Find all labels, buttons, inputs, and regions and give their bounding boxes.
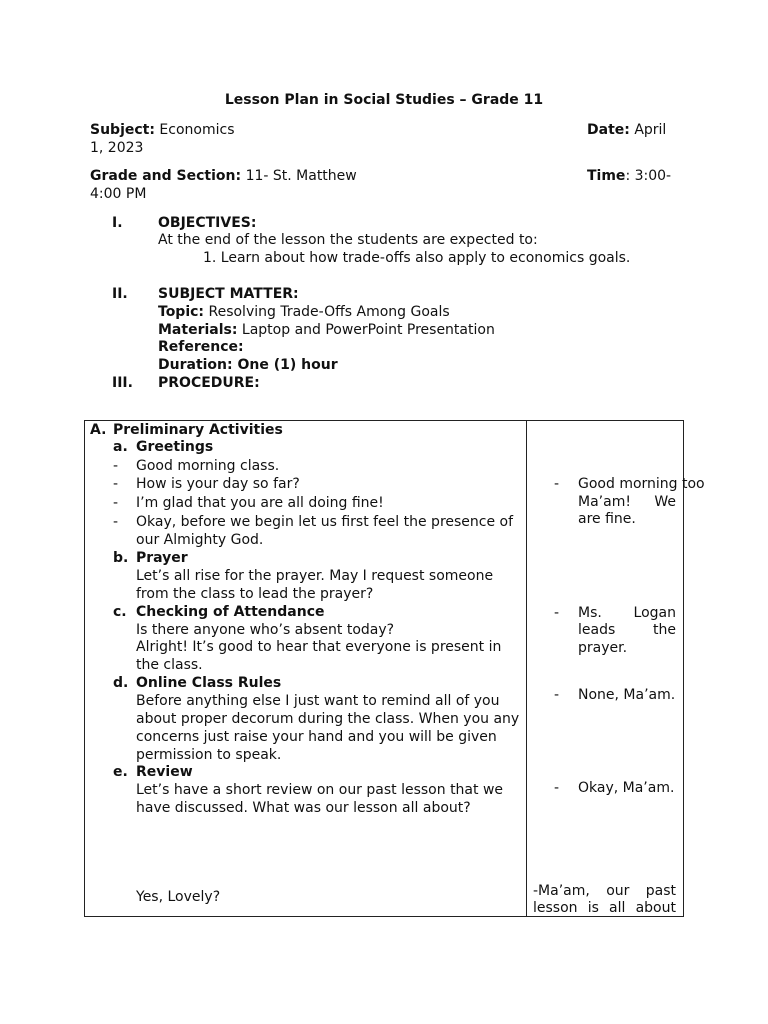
prayer-label: b. xyxy=(113,550,129,566)
attendance-line: the class. xyxy=(136,657,203,673)
review-line: have discussed. What was our lesson all about? xyxy=(136,800,471,816)
bullet-dash: - xyxy=(113,476,119,492)
attendance-label: c. xyxy=(113,604,127,620)
bullet-dash: - xyxy=(554,687,560,703)
attendance-line: Alright! It’s good to hear that everyone is present in xyxy=(136,639,502,655)
date-label: Date: xyxy=(587,122,630,138)
response-line: Good morning too xyxy=(578,476,705,492)
procedure-numeral: III. xyxy=(112,375,133,391)
response-line: None, Ma’am. xyxy=(578,687,676,703)
grade-line xyxy=(90,167,357,185)
grade-label: Grade and Section: xyxy=(90,168,242,184)
time-value-continued: 4:00 PM xyxy=(90,186,147,202)
objectives-intro: At the end of the lesson the students are expected to: xyxy=(158,232,538,248)
rules-title: Online Class Rules xyxy=(136,675,282,691)
reference-label: Reference: xyxy=(158,339,244,355)
materials-value: Laptop and PowerPoint Presentation xyxy=(241,322,495,338)
bullet-dash: - xyxy=(113,495,119,511)
bullet-dash: - xyxy=(554,780,560,796)
attendance-title: Checking of Attendance xyxy=(136,604,325,620)
duration-line: Duration: One (1) hour xyxy=(158,357,338,373)
response-line: lesson is all about xyxy=(533,900,676,916)
procedure-heading: PROCEDURE: xyxy=(158,375,260,391)
bullet-dash: - xyxy=(554,605,560,621)
prayer-title: Prayer xyxy=(136,550,188,566)
response-line: -Ma’am, our past xyxy=(533,883,676,899)
objectives-heading: OBJECTIVES: xyxy=(158,215,257,231)
prayer-line: from the class to lead the prayer? xyxy=(136,586,374,602)
topic-line xyxy=(158,303,450,321)
procedure-table xyxy=(84,420,705,917)
date-value: April xyxy=(634,122,667,138)
review-line: Yes, Lovely? xyxy=(136,889,221,905)
response-line: Okay, Ma’am. xyxy=(578,780,675,796)
review-title: Review xyxy=(136,764,193,780)
review-line: Let’s have a short review on our past lesson that we xyxy=(136,782,504,798)
response-line: leads the xyxy=(578,622,676,638)
greeting-line: How is your day so far? xyxy=(136,476,300,492)
subject-label: Subject: xyxy=(90,122,155,138)
bullet-dash: - xyxy=(113,514,119,530)
greetings-title: Greetings xyxy=(136,439,214,455)
attendance-line: Is there anyone who’s absent today? xyxy=(136,622,395,638)
rules-line: about proper decorum during the class. When you any xyxy=(136,711,520,727)
review-label: e. xyxy=(113,764,128,780)
materials-line xyxy=(158,321,495,339)
greeting-line: I’m glad that you are all doing fine! xyxy=(136,495,384,511)
rules-line: Before anything else I just want to remind all of you xyxy=(136,693,500,709)
response-line: Ms. Logan xyxy=(578,605,676,621)
greeting-line: our Almighty God. xyxy=(136,532,264,548)
objective-item: 1. Learn about how trade-offs also apply to economics goals. xyxy=(203,250,631,266)
greeting-line: Okay, before we begin let us first feel the presence of xyxy=(136,514,514,530)
subject-line xyxy=(90,121,235,139)
section-title: Preliminary Activities xyxy=(113,422,283,438)
subject-value: Economics xyxy=(159,122,235,138)
date-value-continued: 1, 2023 xyxy=(90,140,144,156)
time-line xyxy=(587,167,671,185)
grade-value: 11- St. Matthew xyxy=(245,168,357,184)
subject-matter-heading: SUBJECT MATTER: xyxy=(158,286,299,302)
topic-value: Resolving Trade-Offs Among Goals xyxy=(208,304,450,320)
time-label: Time xyxy=(587,168,626,184)
greetings-label: a. xyxy=(113,439,128,455)
page-title: Lesson Plan in Social Studies – Grade 11 xyxy=(224,92,544,108)
bullet-dash: - xyxy=(554,476,560,492)
teacher-activity-cell xyxy=(85,421,527,917)
response-line: Ma’am! We xyxy=(578,494,676,510)
topic-label: Topic: xyxy=(158,304,205,320)
materials-label: Materials: xyxy=(158,322,238,338)
prayer-line: Let’s all rise for the prayer. May I request someone xyxy=(136,568,494,584)
rules-line: permission to speak. xyxy=(136,747,282,763)
objectives-numeral: I. xyxy=(112,215,123,231)
date-line xyxy=(587,121,666,139)
response-line: are fine. xyxy=(578,511,636,527)
response-line: prayer. xyxy=(578,640,628,656)
greeting-line: Good morning class. xyxy=(136,458,280,474)
student-activity-cell xyxy=(527,421,705,917)
rules-label: d. xyxy=(113,675,129,691)
section-label: A. xyxy=(90,422,107,438)
time-value: : 3:00- xyxy=(625,168,672,184)
subject-matter-numeral: II. xyxy=(112,286,128,302)
rules-line: concerns just raise your hand and you will be given xyxy=(136,729,497,745)
bullet-dash: - xyxy=(113,458,119,474)
